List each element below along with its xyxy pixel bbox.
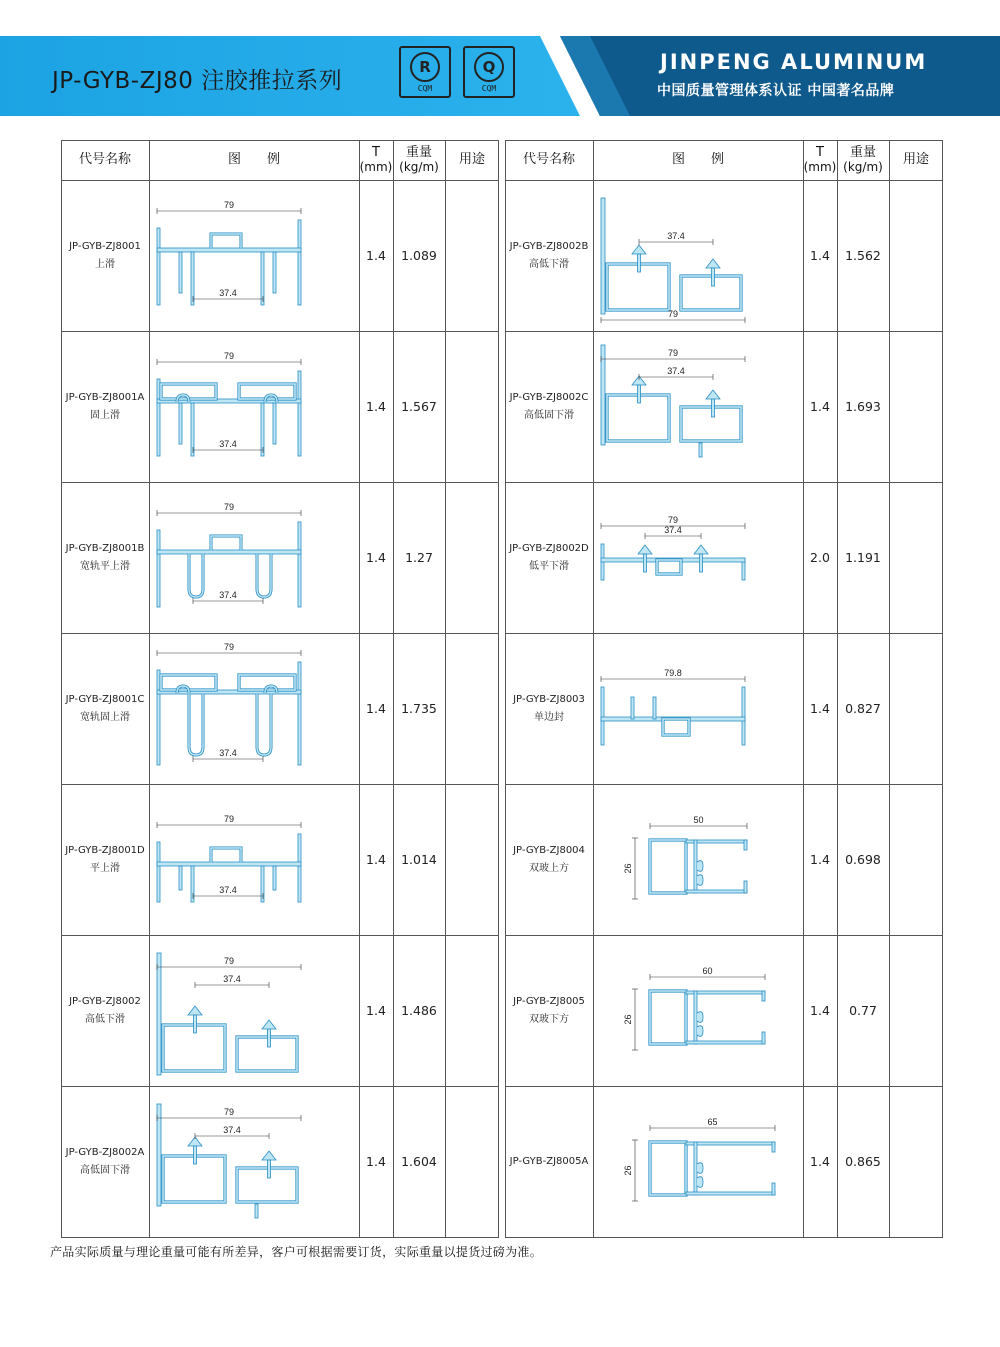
header-weight <box>393 140 445 180</box>
header-t-unit: (mm) <box>359 159 393 174</box>
dimension-label: 37.4 <box>664 525 682 535</box>
profile-code: JP-GYB-ZJ8001D <box>65 844 145 856</box>
profile-name: 平上滑 <box>90 862 120 874</box>
table-row <box>61 784 499 935</box>
header-weight-label: 重量 <box>849 145 876 161</box>
profile-cross-section <box>149 935 359 1086</box>
profile-diagram <box>149 935 359 1086</box>
header-t-unit: (mm) <box>803 159 837 174</box>
table-row <box>505 784 943 935</box>
profile-cross-section <box>593 1086 803 1237</box>
dimension-label: 79 <box>223 1107 235 1117</box>
dimension-label: 37.4 <box>219 288 237 298</box>
weight-value: 1.735 <box>401 701 437 716</box>
weight-value: 1.486 <box>401 1003 437 1018</box>
profile-cross-section <box>149 331 359 482</box>
profile-cross-section <box>149 180 359 331</box>
dimension-label: 26 <box>623 1014 633 1025</box>
dimension-label: 79 <box>223 502 235 512</box>
cqm-r-certification-badge <box>399 46 451 98</box>
profile-code-cell <box>61 935 149 1086</box>
thickness-value: 1.4 <box>810 1003 830 1018</box>
header-thickness <box>803 140 837 180</box>
thickness-value: 1.4 <box>810 1154 830 1169</box>
dimension-label: 37.4 <box>219 439 237 449</box>
profile-name: 固上滑 <box>90 409 120 421</box>
profile-code-cell <box>505 180 593 331</box>
weight-value: 1.191 <box>845 550 881 565</box>
profile-code: JP-GYB-ZJ8001A <box>65 391 145 403</box>
profile-code: JP-GYB-ZJ8001B <box>65 542 145 554</box>
profile-diagram <box>593 180 803 331</box>
table-row <box>61 1086 499 1237</box>
dimension-label: 79.8 <box>664 668 682 678</box>
profile-diagram <box>149 784 359 935</box>
profile-name: 单边封 <box>534 711 564 723</box>
profile-diagram <box>593 482 803 633</box>
profile-diagram <box>593 784 803 935</box>
thickness-value: 2.0 <box>810 550 830 565</box>
dimension-label: 37.4 <box>667 366 685 376</box>
weight-value: 0.77 <box>849 1003 877 1018</box>
weight-value: 0.865 <box>845 1154 881 1169</box>
profile-code: JP-GYB-ZJ8005A <box>509 1155 589 1167</box>
profile-code-cell <box>61 331 149 482</box>
page-title: JP-GYB-ZJ80 注胶推拉系列 <box>52 68 343 94</box>
header-code: 代号名称 <box>78 151 131 167</box>
profile-cross-section <box>593 331 803 482</box>
weight-value: 1.604 <box>401 1154 437 1169</box>
profile-code: JP-GYB-ZJ8002A <box>65 1146 145 1158</box>
thickness-value: 1.4 <box>366 399 386 414</box>
profile-cross-section <box>593 482 803 633</box>
profile-code: JP-GYB-ZJ8003 <box>513 693 585 705</box>
dimension-label: 79 <box>667 309 679 319</box>
profile-code-cell <box>61 482 149 633</box>
header-t-label: T <box>372 145 380 161</box>
cert-label: CQM <box>481 84 497 93</box>
profile-name: 高低固下滑 <box>524 409 574 421</box>
table-row <box>505 633 943 784</box>
profile-code-cell <box>505 331 593 482</box>
profile-cross-section <box>593 935 803 1086</box>
cqm-q-certification-badge <box>463 46 515 98</box>
dimension-label: 79 <box>667 515 679 525</box>
header-thickness <box>359 140 393 180</box>
dimension-label: 79 <box>223 200 235 210</box>
weight-value: 1.014 <box>401 852 437 867</box>
profile-code-cell <box>505 784 593 935</box>
profile-code: JP-GYB-ZJ8002B <box>509 240 589 252</box>
profile-diagram <box>593 633 803 784</box>
thickness-value: 1.4 <box>366 1003 386 1018</box>
profile-cross-section <box>149 482 359 633</box>
profile-code-cell <box>505 935 593 1086</box>
thickness-value: 1.4 <box>366 550 386 565</box>
profile-name: 高低下滑 <box>85 1013 125 1025</box>
header-figure: 图 例 <box>227 151 280 167</box>
profile-name: 低平下滑 <box>529 560 569 572</box>
thickness-value: 1.4 <box>366 701 386 716</box>
dimension-label: 79 <box>223 956 235 966</box>
header-use: 用途 <box>458 151 485 167</box>
profile-name: 双玻下方 <box>529 1013 569 1025</box>
profile-code: JP-GYB-ZJ8002C <box>509 391 589 403</box>
header-weight-label: 重量 <box>405 145 432 161</box>
header-use: 用途 <box>902 151 929 167</box>
table-header <box>505 140 943 180</box>
profile-code: JP-GYB-ZJ8001 <box>69 240 141 252</box>
table-row <box>61 331 499 482</box>
thickness-value: 1.4 <box>366 1154 386 1169</box>
dimension-label: 37.4 <box>219 748 237 758</box>
header-weight <box>837 140 889 180</box>
dimension-label: 60 <box>702 966 713 976</box>
dimension-label: 37.4 <box>667 231 685 241</box>
profile-cross-section <box>593 180 803 331</box>
profile-code-cell <box>61 1086 149 1237</box>
thickness-value: 1.4 <box>810 701 830 716</box>
quality-icon: Q <box>474 52 504 82</box>
profile-diagram <box>149 633 359 784</box>
profile-code: JP-GYB-ZJ8004 <box>513 844 585 856</box>
profile-diagram <box>149 1086 359 1237</box>
header-weight-unit: (kg/m) <box>843 159 883 174</box>
profile-name: 上滑 <box>95 258 115 270</box>
weight-value: 1.089 <box>401 248 437 263</box>
profile-diagram <box>149 482 359 633</box>
table-row <box>505 331 943 482</box>
profile-name: 高低固下滑 <box>80 1164 130 1176</box>
profile-diagram <box>593 331 803 482</box>
header-weight-unit: (kg/m) <box>399 159 439 174</box>
cert-label: CQM <box>417 84 433 93</box>
table-row <box>505 1086 943 1237</box>
profile-code-cell <box>505 1086 593 1237</box>
dimension-label: 79 <box>223 642 235 652</box>
table-row <box>61 482 499 633</box>
thickness-value: 1.4 <box>366 852 386 867</box>
weight-value: 1.693 <box>845 399 881 414</box>
profile-name: 高低下滑 <box>529 258 569 270</box>
weight-value: 0.827 <box>845 701 881 716</box>
weight-value: 1.27 <box>405 550 433 565</box>
header-figure: 图 例 <box>671 151 724 167</box>
dimension-label: 26 <box>623 863 633 874</box>
profile-code: JP-GYB-ZJ8002D <box>509 542 589 554</box>
thickness-value: 1.4 <box>810 852 830 867</box>
profile-cross-section <box>149 633 359 784</box>
profile-diagram <box>593 935 803 1086</box>
profile-code-cell <box>505 633 593 784</box>
table-header <box>61 140 499 180</box>
thickness-value: 1.4 <box>366 248 386 263</box>
brand-slogan: 中国质量管理体系认证 中国著名品牌 <box>657 83 895 99</box>
profile-cross-section <box>593 633 803 784</box>
profile-name: 双玻上方 <box>529 862 569 874</box>
thickness-value: 1.4 <box>810 399 830 414</box>
weight-value: 1.562 <box>845 248 881 263</box>
profile-table-right <box>505 140 943 1238</box>
profile-code-cell <box>61 180 149 331</box>
table-row <box>505 180 943 331</box>
dimension-label: 37.4 <box>219 590 237 600</box>
table-row <box>61 180 499 331</box>
profile-diagram <box>149 331 359 482</box>
footer-note: 产品实际质量与理论重量可能有所差异，客户可根据需要订货，实际重量以提货过磅为准。 <box>50 1245 543 1259</box>
dimension-label: 26 <box>623 1165 633 1176</box>
dimension-label: 37.4 <box>223 974 241 984</box>
registered-icon: R <box>410 52 440 82</box>
profile-code: JP-GYB-ZJ8002 <box>69 995 141 1007</box>
profile-name: 宽轨平上滑 <box>80 560 130 572</box>
profile-name: 宽轨固上滑 <box>80 711 130 723</box>
dimension-label: 65 <box>707 1117 718 1127</box>
weight-value: 1.567 <box>401 399 437 414</box>
table-row <box>505 935 943 1086</box>
dimension-label: 79 <box>667 348 679 358</box>
profile-diagram <box>593 1086 803 1237</box>
profile-code: JP-GYB-ZJ8001C <box>65 693 145 705</box>
profile-cross-section <box>593 784 803 935</box>
dimension-label: 79 <box>223 814 235 824</box>
profile-code: JP-GYB-ZJ8005 <box>513 995 585 1007</box>
weight-value: 0.698 <box>845 852 881 867</box>
table-row <box>505 482 943 633</box>
header-code: 代号名称 <box>522 151 575 167</box>
header-t-label: T <box>816 145 824 161</box>
dimension-label: 37.4 <box>223 1125 241 1135</box>
dimension-label: 37.4 <box>219 885 237 895</box>
profile-cross-section <box>149 784 359 935</box>
table-row <box>61 633 499 784</box>
profile-code-cell <box>61 633 149 784</box>
profile-table-left <box>61 140 499 1238</box>
dimension-label: 50 <box>693 815 704 825</box>
brand-name: JINPENG ALUMINUM <box>660 50 928 74</box>
thickness-value: 1.4 <box>810 248 830 263</box>
profile-code-cell <box>61 784 149 935</box>
profile-cross-section <box>149 1086 359 1237</box>
dimension-label: 79 <box>223 351 235 361</box>
profile-code-cell <box>505 482 593 633</box>
profile-diagram <box>149 180 359 331</box>
table-row <box>61 935 499 1086</box>
